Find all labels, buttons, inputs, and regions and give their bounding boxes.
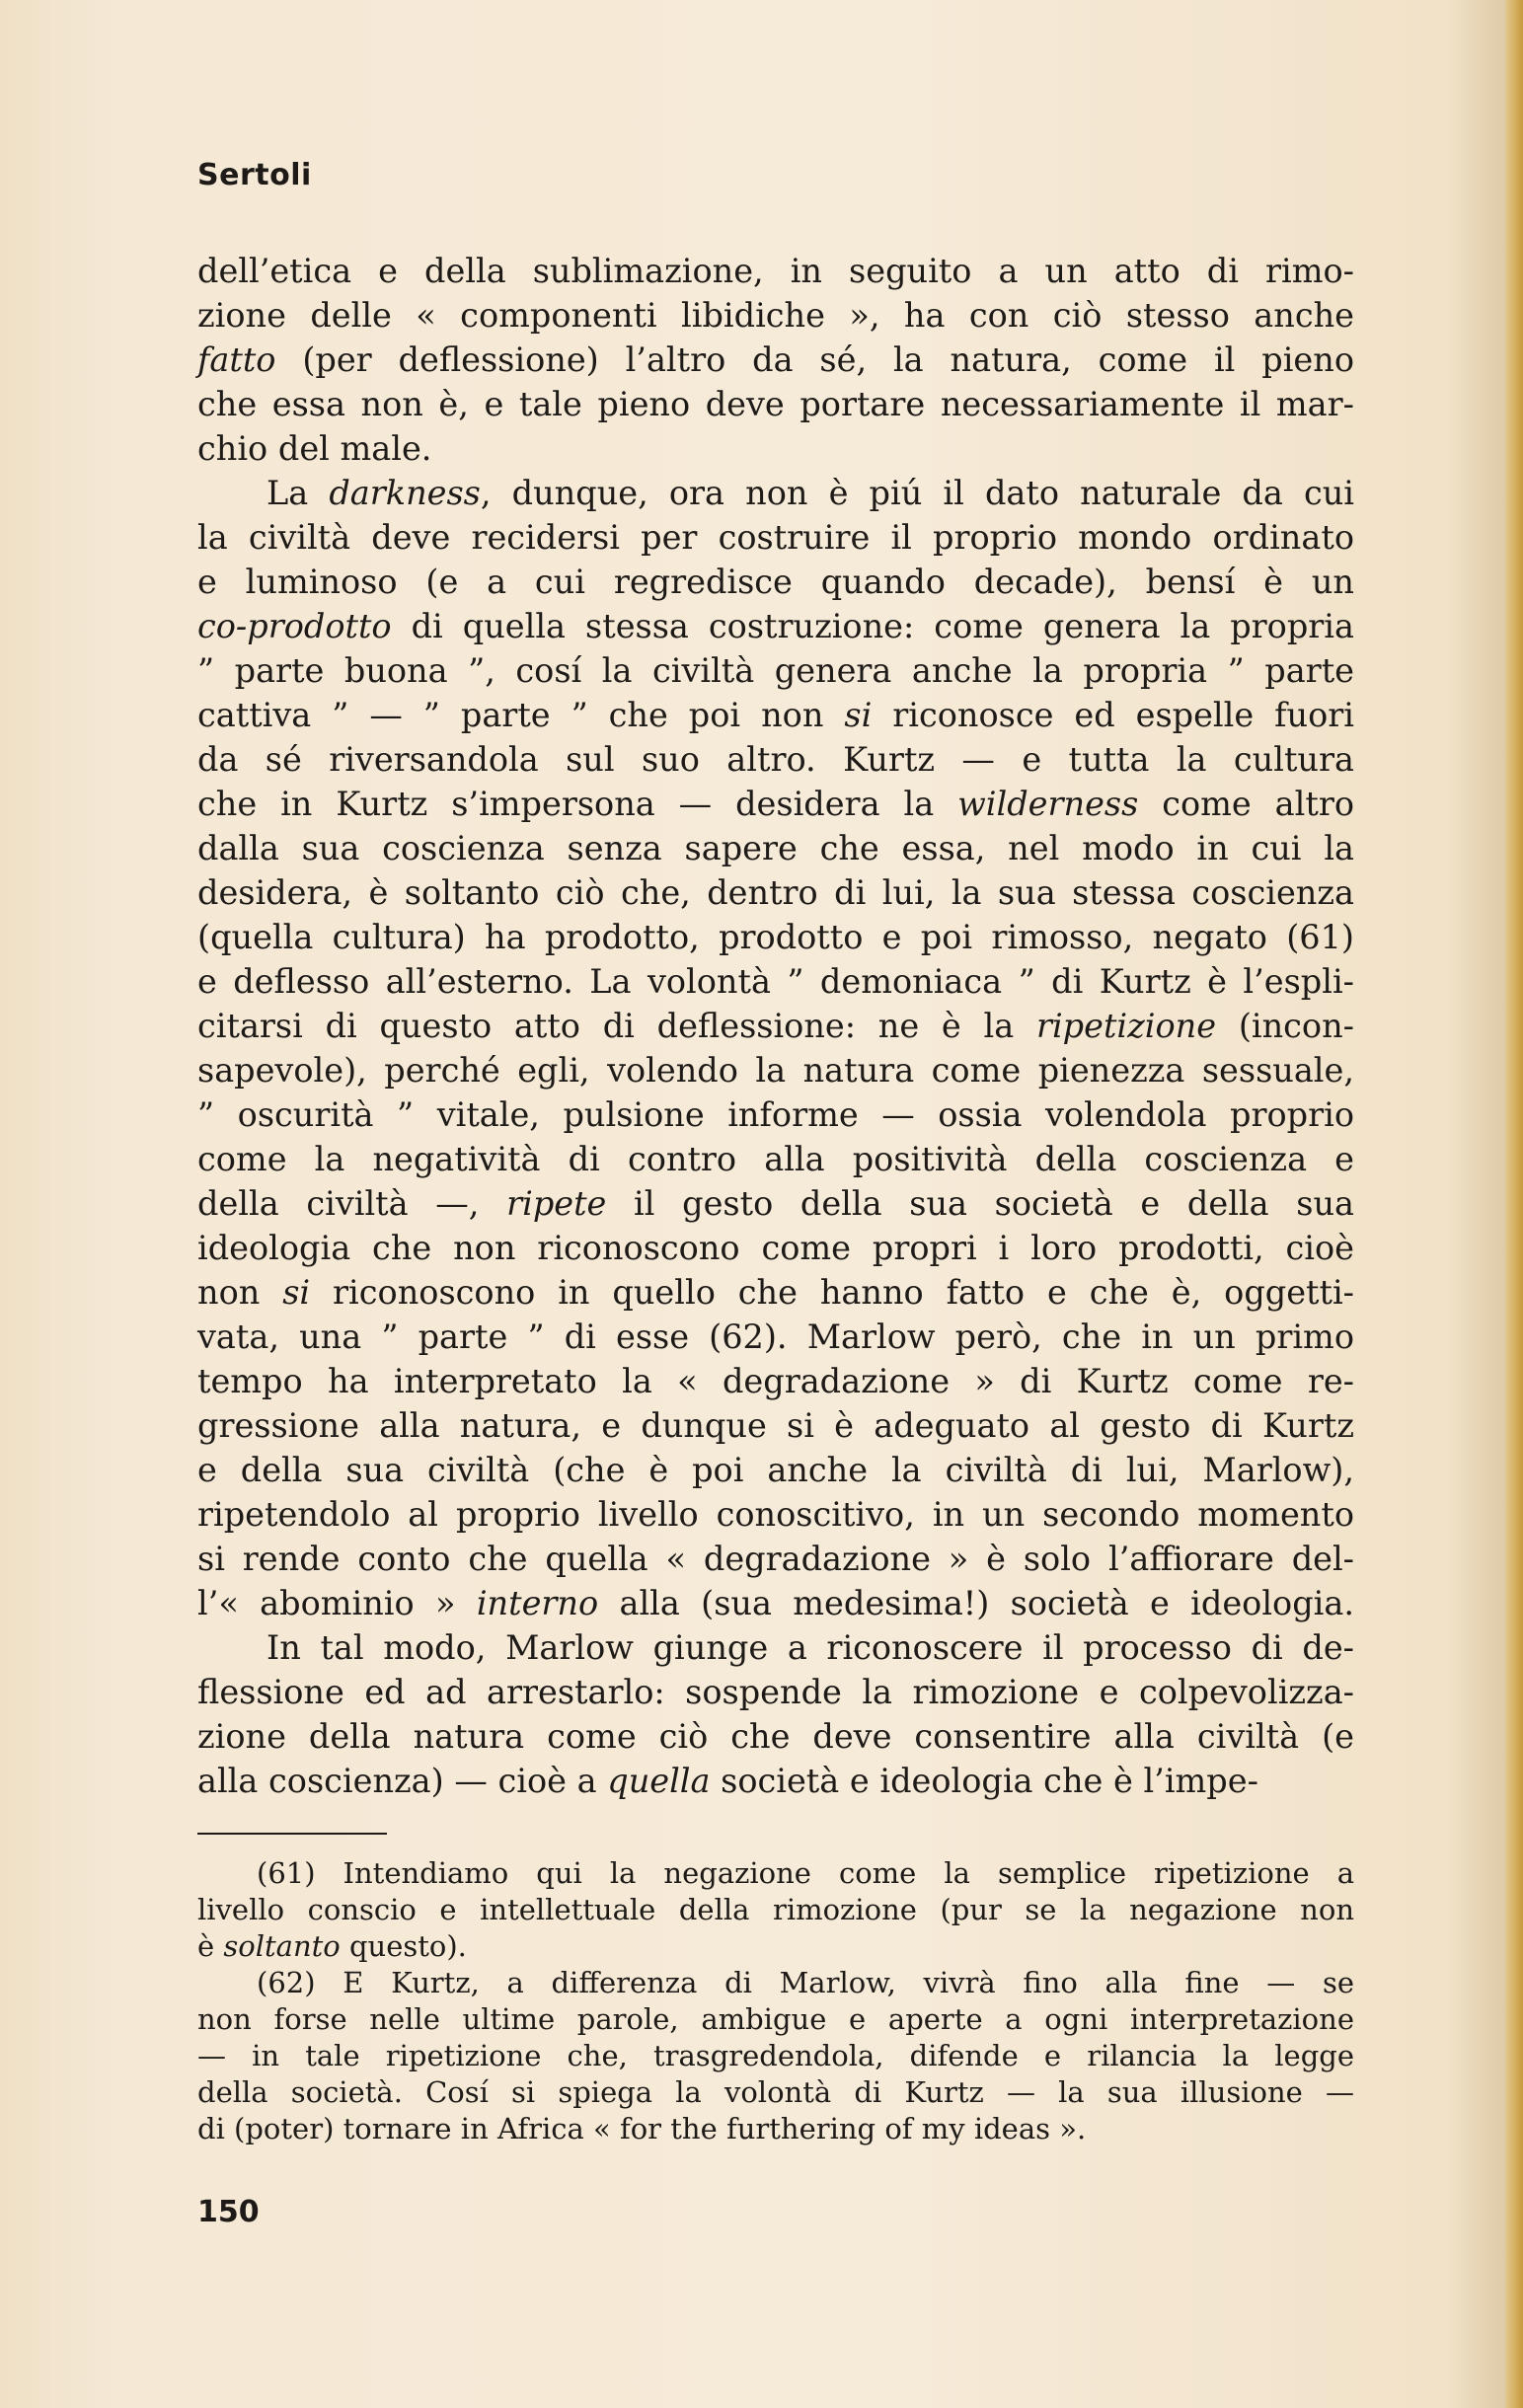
main-text	[197, 249, 1354, 1803]
footnote-line: della società. Cosí si spiega la volontà di Kurtz — la sua illusione —	[197, 2075, 1354, 2109]
footnotes	[197, 1855, 1354, 2147]
italic-term: si	[844, 696, 873, 734]
italic-term: ripete	[506, 1184, 607, 1223]
text-line: la civiltà deve recidersi per costruire il proprio mondo ordinato	[197, 518, 1354, 557]
text-run: riconosce ed espelle fuori	[872, 696, 1355, 734]
text-line: zione delle « componenti libidiche », ha con ciò stesso anche	[197, 296, 1354, 335]
text-line	[197, 693, 1354, 737]
italic-term: darkness	[329, 474, 481, 512]
footnote-rule	[197, 1833, 387, 1835]
text-line: vata, una ” parte ” di esse (62). Marlow però, che in un primo	[197, 1317, 1354, 1356]
footnote-line: — in tale ripetizione che, trasgredendola, difende e rilancia la legge	[197, 2039, 1354, 2072]
text-run: citarsi di questo atto di deflessione: ne è la	[197, 1007, 1036, 1045]
text-line	[197, 782, 1354, 826]
text-line	[197, 1270, 1354, 1315]
text-run: , dunque, ora non è piú il dato naturale da cui	[480, 474, 1354, 512]
text-run: alla (sua medesima!) società e ideologia.	[598, 1584, 1354, 1622]
text-run: La	[267, 474, 330, 512]
text-line: e della sua civiltà (che è poi anche la civiltà di lui, Marlow),	[197, 1451, 1354, 1489]
page-number: 150	[197, 2195, 260, 2229]
text-run: cattiva ” — ” parte ” che poi non	[197, 696, 845, 734]
text-line: ” oscurità ” vitale, pulsione informe — ossia volendola proprio	[197, 1095, 1354, 1134]
text-line: e deflesso all’esterno. La volontà ” demoniaca ” di Kurtz è l’espli-	[197, 962, 1354, 1001]
footnote-line	[197, 1928, 1354, 1965]
text-line: ” parte buona ”, cosí la civiltà genera anche la propria ” parte	[197, 651, 1354, 690]
text-line	[197, 1181, 1354, 1226]
italic-term: si	[282, 1273, 311, 1312]
text-run: il gesto della sua società e della sua	[606, 1184, 1355, 1223]
italic-term: wilderness	[957, 785, 1139, 823]
italic-term: fatto	[197, 340, 276, 379]
text-line: come la negatività di contro alla positività della coscienza e	[197, 1140, 1354, 1178]
text-line	[197, 471, 1354, 515]
text-run: che in Kurtz s’impersona — desidera la	[197, 785, 958, 823]
text-run: della civiltà —,	[197, 1184, 507, 1223]
text-line: tempo ha interpretato la « degradazione » di Kurtz come re-	[197, 1362, 1354, 1400]
text-line	[197, 604, 1354, 648]
italic-term: ripetizione	[1035, 1007, 1217, 1045]
text-line: dalla sua coscienza senza sapere che essa, nel modo in cui la	[197, 829, 1354, 867]
text-run: è	[197, 1929, 224, 1963]
text-line: ripetendolo al proprio livello conoscitivo, in un secondo momento	[197, 1495, 1354, 1534]
text-run: come altro	[1138, 785, 1354, 823]
text-line	[197, 338, 1354, 382]
running-header: Sertoli	[197, 158, 312, 192]
text-line: In tal modo, Marlow giunge a riconoscere il processo di de-	[267, 1628, 1354, 1667]
text-line: flessione ed ad arrestarlo: sospende la rimozione e colpevolizza-	[197, 1673, 1354, 1711]
page-edge	[1505, 0, 1523, 2408]
text-line: (quella cultura) ha prodotto, prodotto e poi rimosso, negato (61)	[197, 918, 1354, 956]
text-run: non	[197, 1273, 283, 1312]
text-line: desidera, è soltanto ciò che, dentro di lui, la sua stessa coscienza	[197, 873, 1354, 912]
text-run: questo).	[340, 1929, 467, 1963]
italic-term: soltanto	[223, 1929, 341, 1963]
text-line	[197, 1581, 1354, 1625]
text-line	[197, 1004, 1354, 1048]
footnote-line: di (poter) tornare in Africa « for the furthering of my ideas ».	[197, 2112, 1087, 2145]
text-line: si rende conto che quella « degradazione » è solo l’affiorare del-	[197, 1540, 1354, 1578]
footnote-line: (61) Intendiamo qui la negazione come la semplice ripetizione a	[257, 1856, 1354, 1890]
text-run: alla coscienza) — cioè a	[197, 1762, 608, 1800]
text-line: ideologia che non riconoscono come propri i loro prodotti, cioè	[197, 1229, 1354, 1267]
text-line: sapevole), perché egli, volendo la natura come pienezza sessuale,	[197, 1051, 1354, 1090]
text-run: (incon-	[1216, 1007, 1354, 1045]
text-run: riconoscono in quello che hanno fatto e che è, oggetti-	[310, 1273, 1354, 1312]
footnote-line: livello conscio e intellettuale della rimozione (pur se la negazione non	[197, 1893, 1354, 1926]
text-line: che essa non è, e tale pieno deve portare necessariamente il mar-	[197, 385, 1354, 423]
text-run: l’« abominio »	[197, 1584, 477, 1622]
text-line: dell’etica e della sublimazione, in seguito a un atto di rimo-	[197, 252, 1354, 290]
italic-term: quella	[607, 1762, 711, 1800]
footnote-line: non forse nelle ultime parole, ambigue e aperte a ogni interpretazione	[197, 2002, 1354, 2036]
text-line: zione della natura come ciò che deve consentire alla civiltà (e	[197, 1717, 1354, 1756]
text-run: di quella stessa costruzione: come genera la propria	[391, 607, 1354, 645]
text-run: società e ideologia che è l’impe-	[710, 1762, 1258, 1800]
footnote-line: (62) E Kurtz, a differenza di Marlow, vivrà fino alla fine — se	[257, 1966, 1354, 1999]
text-line	[197, 1759, 1354, 1803]
text-run: (per deflessione) l’altro da sé, la natura, come il pieno	[275, 340, 1354, 379]
italic-term: co-prodotto	[197, 607, 392, 645]
text-line: chio del male.	[197, 429, 432, 468]
text-line: da sé riversandola sul suo altro. Kurtz — e tutta la cultura	[197, 740, 1354, 779]
italic-term: interno	[476, 1584, 599, 1622]
text-line: gressione alla natura, e dunque si è adeguato al gesto di Kurtz	[197, 1406, 1354, 1445]
text-line: e luminoso (e a cui regredisce quando decade), bensí è un	[197, 563, 1354, 601]
